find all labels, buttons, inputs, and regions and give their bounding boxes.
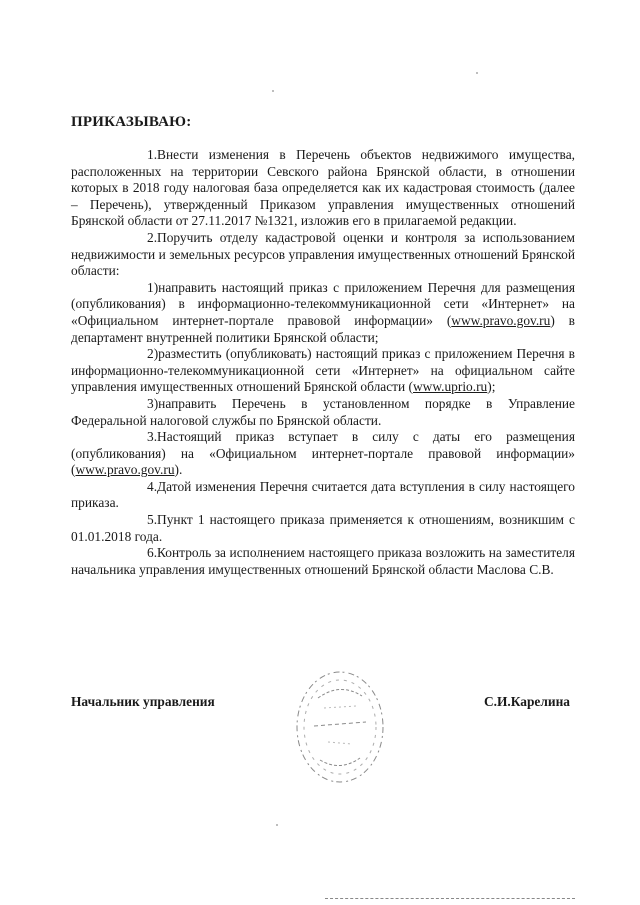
- clause-text: Пункт 1 настоящего приказа применяется к отношениям, возникшим с 01.01.2018 года.: [71, 512, 575, 544]
- clause-5: [71, 512, 575, 545]
- clause-text: Датой изменения Перечня считается дата вступления в силу настоящего приказа.: [71, 478, 575, 511]
- clause-1: [71, 147, 575, 230]
- subclause-number: 2): [147, 346, 159, 362]
- order-body: [71, 147, 575, 578]
- subclause-3: [71, 396, 575, 429]
- clause-number: 3.: [147, 429, 158, 445]
- subclause-number: 1): [147, 279, 159, 295]
- signatory-name: С.И.Карелина: [483, 694, 570, 709]
- official-stamp: [294, 668, 386, 786]
- clause-text: Настоящий приказ вступает в силу с даты его размещения (опубликования) на «Официальном интернет-портале правовой информации» (: [71, 429, 575, 478]
- subclause-text: разместить (опубликовать) настоящий приказ с приложением Перечня в информационно-телекоммуникационной сети «Интернет» на официальном сайте управления имущественных отношений Брянской области (: [71, 346, 575, 395]
- uprio-link[interactable]: www.uprio.ru: [412, 379, 488, 395]
- subclause-number: 3): [147, 395, 159, 411]
- subclause-2: [71, 346, 575, 396]
- clause-number: 1.: [147, 147, 158, 162]
- scan-speck: [272, 90, 274, 92]
- order-heading: ПРИКАЗЫВАЮ:: [71, 114, 192, 130]
- pravo-link[interactable]: www.pravo.gov.ru: [75, 462, 175, 478]
- subclause-text-end: ) в департамент внутренней политики Брянской области;: [71, 312, 575, 345]
- clause-6: [71, 545, 575, 578]
- clause-number: 6.: [147, 545, 158, 561]
- clause-number: 2.: [147, 229, 158, 245]
- scan-speck: [276, 824, 278, 826]
- scan-speck: [476, 72, 478, 74]
- subclause-text: направить Перечень в установленном порядке в Управление Федеральной налоговой службы по Брянской области.: [71, 395, 575, 428]
- subclause-text-end: );: [487, 379, 496, 395]
- clause-2: [71, 230, 575, 280]
- clause-3: [71, 429, 575, 479]
- subclause-1: [71, 280, 575, 346]
- clause-number: 4.: [147, 478, 158, 494]
- clause-text: Контроль за исполнением настоящего приказа возложить на заместителя начальника управления имущественных отношений Брянской области Маслова С.В.: [71, 545, 575, 577]
- clause-text-end: ).: [174, 462, 183, 478]
- clause-number: 5.: [147, 512, 158, 528]
- clause-text: Поручить отделу кадастровой оценки и контроля за использованием недвижимости и земельных ресурсов управления имущественных отношений Брянской области:: [71, 229, 575, 279]
- subclause-text: направить настоящий приказ с приложением Перечня для размещения (опубликования) в информационно-телекоммуникационной сети «Интернет» на «Официальном интернет-портале правовой информации» (: [71, 279, 575, 328]
- signatory-title: Начальник управления: [71, 694, 215, 709]
- pravo-link[interactable]: www.pravo.gov.ru: [451, 312, 551, 328]
- clause-text: Внести изменения в Перечень объектов недвижимого имущества, расположенных на территории Севского района Брянской области, в отношении которых в 2018 году налоговая база определяется как их кадастровая стоимость (далее – Перечень), утвержденный Приказом управления имущественных отношений Брянской области от 27.11.2017 №1321, изложив его в прилагаемой редакции.: [71, 147, 575, 229]
- footer-rule: [325, 898, 575, 899]
- clause-4: [71, 479, 575, 512]
